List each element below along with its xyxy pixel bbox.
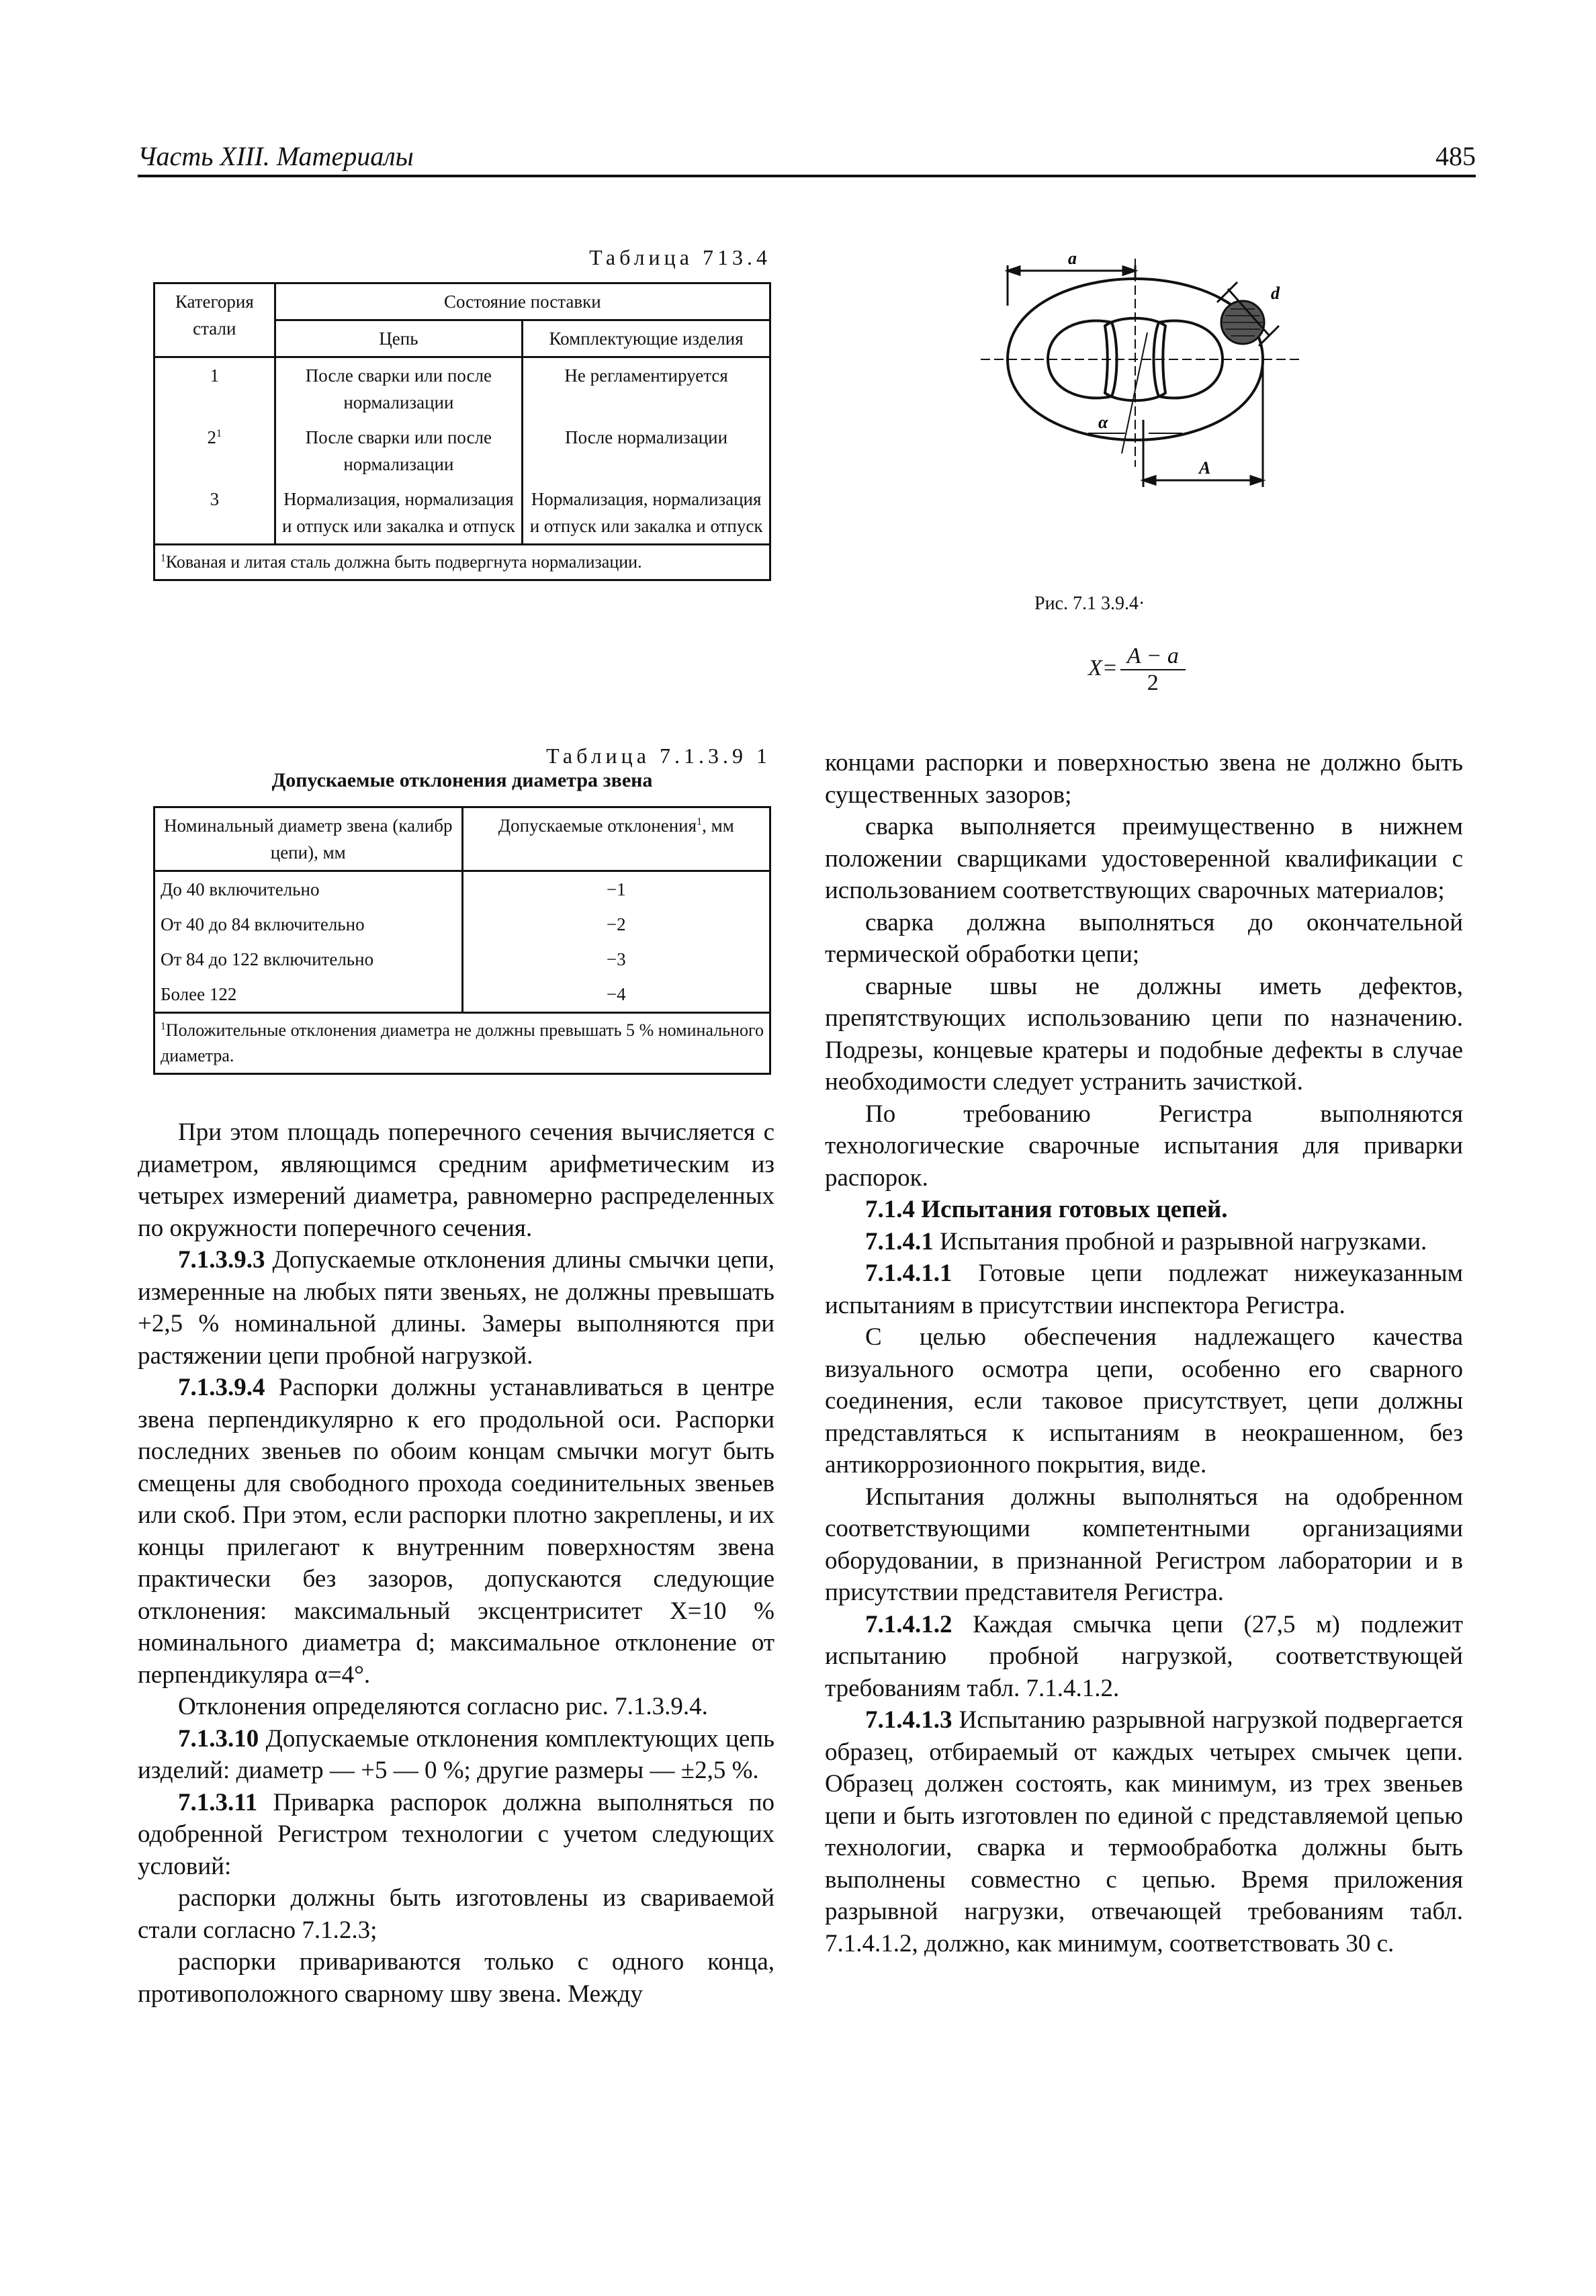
- table-row: От 40 до 84 включительно −2: [154, 907, 770, 942]
- table-row: До 40 включительно −1: [154, 871, 770, 908]
- table-2-caption: Таблица 7.1.3.9 1: [546, 744, 771, 768]
- paragraph: 7.1.3.9.4 Распорки должны устанавливаться в центре звена перпендикулярно к его продольной оси. Распорки последних звеньев по обоим концам смычки могут быть смещены для свободного прохода соединительных звеньев или скоб. При этом, если распорки плотно закреплены, и их концы прилегают к внутренним поверхностям звена практически без зазоров, допускаются следующие отклонения: максимальный эксцентриситет X=10 % номинального диаметра d; максимальное отклонение от перпендикуляра α=4°.: [138, 1374, 774, 1689]
- paragraph: 7.1.4.1.2 Каждая смычка цепи (27,5 м) подлежит испытанию пробной нагрузкой, соответствующей требованиям табл. 7.1.4.1.2.: [825, 1610, 1463, 1702]
- running-title: Часть XIII. Материалы: [138, 141, 414, 171]
- right-column: [825, 747, 1463, 1959]
- paragraph: 7.1.4.1.1 Готовые цепи подлежат нижеуказанным испытаниям в присутствии инспектора Регистра.: [825, 1260, 1463, 1319]
- table-row: 1 После сварки или после нормализации Не регламентируется: [154, 357, 770, 421]
- paragraph: 7.1.4.1 Испытания пробной и разрывной нагрузками.: [865, 1227, 1427, 1255]
- table-1-header-parts: Комплектующие изделия: [523, 320, 770, 357]
- paragraph: сварные швы не должны иметь дефектов, препятствующих использованию цепи по назначению. Подрезы, концевые кратеры и подобные дефекты в случае необходимости следует устранить зачисткой.: [825, 972, 1463, 1096]
- paragraph: 7.1.3.10 Допускаемые отклонения комплектующих цепь изделий: диаметр — +5 — 0 %; другие размеры — ±2,5 %.: [138, 1724, 774, 1784]
- figure-label-d: d: [1271, 283, 1280, 303]
- paragraph: По требованию Регистра выполняются технологические сварочные испытания для приварки распорок.: [825, 1100, 1463, 1192]
- paragraph: Отклонения определяются согласно рис. 7.1.3.9.4.: [178, 1693, 708, 1720]
- table-2-header-tolerance: Допускаемые отклонения$^1$, мм: [462, 807, 770, 871]
- paragraph: При этом площадь поперечного сечения вычисляется с диаметром, являющимся средним арифметическим из четырех измерений диаметра, равномерно распределенных по окружности поперечного сечения.: [138, 1118, 774, 1242]
- table-1: [153, 282, 771, 581]
- table-1-header-group: Состояние поставки: [275, 283, 770, 320]
- table-row: От 84 до 122 включительно −3: [154, 942, 770, 977]
- figure-caption: Рис. 7.1 3.9.4·: [1034, 593, 1145, 614]
- paragraph: С целью обеспечения надлежащего качества визуального осмотра цепи, особенно его сварного соединения, если таковое присутствует, цепи должны представляться к испытаниям в неокрашенном, без антикоррозионного покрытия, виде.: [825, 1323, 1463, 1478]
- table-2-footnote: $^1$Положительные отклонения диаметра не должны превышать 5 % номинального диаметра.: [154, 1013, 770, 1074]
- figure-label-A: A: [1199, 458, 1211, 478]
- paragraph: 7.1.3.11 Приварка распорок должна выполняться по одобренной Регистром технологии с учетом следующих условий:: [138, 1788, 774, 1880]
- table-row: 3 Нормализация, нормализация и отпуск или закалка и отпуск Нормализация, нормализация и отпуск или закалка и отпуск: [154, 482, 770, 545]
- table-row: Более 122 −4: [154, 977, 770, 1013]
- left-column: [138, 1116, 774, 2010]
- paragraph: 7.1.3.9.3 Допускаемые отклонения длины смычки цепи, измеренные на любых пяти звеньях, не должны превышать +2,5 % номинальной длины. Замеры выполняются при растяжении цепи пробной нагрузкой.: [138, 1246, 774, 1370]
- chain-link-figure: [967, 252, 1317, 554]
- paragraph: распорки привариваются только с одного конца, противоположного сварному шву звена. Между: [138, 1948, 774, 2008]
- figure-label-alpha: α: [1098, 412, 1108, 432]
- table-1-caption: Таблица 713.4: [589, 245, 771, 269]
- paragraph: сварка выполняется преимущественно в нижнем положении сварщиками удостоверенной квалификации с использованием соответствующих сварочных материалов;: [825, 813, 1463, 904]
- paragraph: Испытания должны выполняться на одобренном соответствующими компетентными организациями оборудовании, в признанной Регистром лаборатории и в присутствии представителя Регистра.: [825, 1483, 1463, 1606]
- paragraph: сварка должна выполняться до окончательной термической обработки цепи;: [825, 908, 1463, 968]
- paragraph: 7.1.4.1.3 Испытанию разрывной нагрузкой подвергается образец, отбираемый от каждых четырех смычек цепи. Образец должен состоять, как минимум, из трех звеньев цепи и быть изготовлен по единой с представляемой цепью технологии, сварка и термообработка должны быть выполнены совместно с цепью. Время приложения разрывной нагрузки, отвечающей требованиям табл. 7.1.4.1.2, должно, как минимум, соответствовать 30 с.: [825, 1706, 1463, 1957]
- table-1-header-category: Категория стали: [154, 283, 275, 357]
- paragraph: распорки должны быть изготовлены из свариваемой стали согласно 7.1.2.3;: [138, 1884, 774, 1944]
- table-2-header-diameter: Номинальный диаметр звена (калибр цепи), мм: [154, 807, 463, 871]
- page-header: [138, 134, 1476, 177]
- table-1-footnote: $^1$Кованая и литая сталь должна быть подвергнута нормализации.: [154, 545, 770, 580]
- paragraph: концами распорки и поверхностью звена не должно быть существенных зазоров;: [825, 749, 1463, 809]
- page-number: 485: [1435, 141, 1476, 171]
- figure-label-a: a: [1068, 252, 1077, 268]
- figure-formula: X= $\frac{A - a}{2}$: [1088, 644, 1186, 696]
- table-1-header-chain: Цепь: [275, 320, 523, 357]
- table-row: $2^1$ После сварки или после нормализации После нормализации: [154, 420, 770, 482]
- table-2-title: Допускаемые отклонения диаметра звена: [271, 769, 653, 791]
- table-2: [153, 806, 771, 1075]
- section-heading: 7.1.4 Испытания готовых цепей.: [865, 1196, 1228, 1223]
